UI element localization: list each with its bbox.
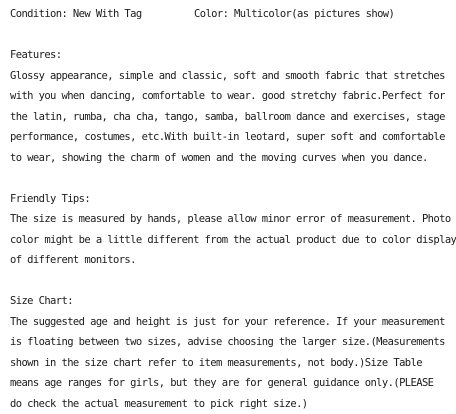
tips-line: The size is measured by hands, please allow minor error of measurement. Photo xyxy=(10,209,392,230)
size-chart-line: The suggested age and height is just for your reference. If your measurement xyxy=(10,312,392,333)
spacer xyxy=(10,271,392,292)
features-line: with you when dancing, comfortable to wear. good stretchy fabric.Perfect for xyxy=(10,86,392,107)
size-chart-line: means age ranges for girls, but they are for general guidance only.(PLEASE xyxy=(10,373,392,394)
tips-line: of different monitors. xyxy=(10,250,392,271)
tips-section xyxy=(10,189,392,271)
size-chart-line: is floating between two sizes, advise choosing the larger size.(Measurements xyxy=(10,332,392,353)
tips-heading: Friendly Tips: xyxy=(10,189,392,210)
condition-text: Condition: New With Tag xyxy=(10,4,194,25)
features-line: performance, costumes, etc.With built-in leotard, super soft and comfortable xyxy=(10,127,392,148)
features-line: Glossy appearance, simple and classic, soft and smooth fabric that stretches xyxy=(10,66,392,87)
spacer xyxy=(10,168,392,189)
spacer xyxy=(10,25,392,46)
size-chart-line: shown in the size chart refer to item measurements, not body.)Size Table xyxy=(10,353,392,374)
size-chart-line: do check the actual measurement to pick right size.) xyxy=(10,394,392,414)
features-line: to wear, showing the charm of women and the moving curves when you dance. xyxy=(10,148,392,169)
size-chart-section xyxy=(10,291,392,414)
tips-line: color might be a little different from the actual product due to color display xyxy=(10,230,392,251)
features-section xyxy=(10,45,392,168)
product-description xyxy=(10,4,392,414)
header-row xyxy=(10,4,392,25)
features-line: the latin, rumba, cha cha, tango, samba, ballroom dance and exercises, stage xyxy=(10,107,392,128)
size-chart-heading: Size Chart: xyxy=(10,291,392,312)
features-heading: Features: xyxy=(10,45,392,66)
color-text: Color: Multicolor(as pictures show) xyxy=(194,4,394,25)
